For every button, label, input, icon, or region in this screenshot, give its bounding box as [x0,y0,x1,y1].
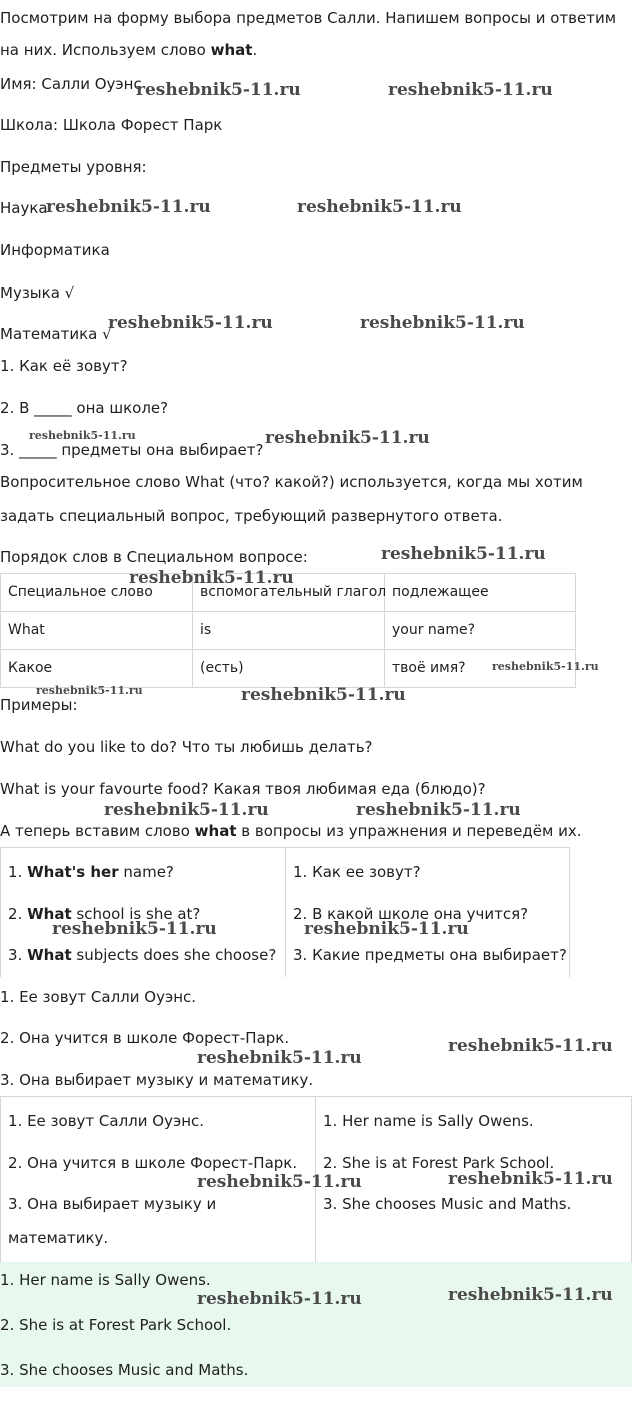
table-cell: Какое [8,660,53,676]
watermark: reshebnik5-11.ru [381,544,546,564]
watermark: reshebnik5-11.ru [304,919,469,939]
form-subject-music: Музыка √ [0,284,75,302]
answer-table-ru-1: 1. Ее зовут Салли Оуэнс. [8,1112,205,1130]
watermark: reshebnik5-11.ru [448,1169,613,1189]
watermark: reshebnik5-11.ru [197,1289,362,1309]
watermark: reshebnik5-11.ru [448,1036,613,1056]
watermark: reshebnik5-11.ru [29,429,136,442]
table-cell: твоё имя? [392,660,466,676]
form-subjects-heading: Предметы уровня: [0,158,147,176]
intro-line-1: Посмотрим на форму выбора предметов Салли. Напишем вопросы и ответим [0,9,617,27]
question-3: 3. _____ предметы она выбирает? [0,441,264,459]
intro-line-2: на них. Используем слово what. [0,41,258,59]
form-name: Имя: Салли Оуэнс [0,75,142,93]
watermark: reshebnik5-11.ru [492,660,599,673]
form-school: Школа: Школа Форест Парк [0,116,223,134]
table-cell: your name? [392,622,476,638]
question-2: 2. В _____ она школе? [0,399,169,417]
question-ru-3: 3. Какие предметы она выбирает? [293,946,567,964]
explanation-line-1: Вопросительное слово What (что? какой?) используется, когда мы хотим [0,473,583,491]
watermark: reshebnik5-11.ru [360,313,525,333]
instruction: А теперь вставим слово what в вопросы из упражнения и переведём их. [0,822,582,840]
answer-ru-2: 2. Она учится в школе Форест-Парк. [0,1029,290,1047]
watermark: reshebnik5-11.ru [297,197,462,217]
example-1: What do you like to do? Что ты любишь делать? [0,738,373,756]
question-1: 1. Как её зовут? [0,357,128,375]
watermark: reshebnik5-11.ru [197,1172,362,1192]
form-subject-maths: Математика √ [0,325,112,343]
watermark: reshebnik5-11.ru [136,80,301,100]
final-answer-1: 1. Her name is Sally Owens. [0,1271,211,1289]
form-subject-informatics: Информатика [0,241,110,259]
watermark: reshebnik5-11.ru [356,800,521,820]
answer-ru-3: 3. Она выбирает музыку и математику. [0,1071,314,1089]
watermark: reshebnik5-11.ru [108,313,273,333]
watermark: reshebnik5-11.ru [197,1048,362,1068]
explanation-line-2: задать специальный вопрос, требующий развернутого ответа. [0,507,503,525]
table-header-aux-verb: вспомогательный глагол [200,584,387,600]
answer-table-en-1: 1. Her name is Sally Owens. [323,1112,534,1130]
table-header-special-word: Специальное слово [8,584,153,600]
watermark: reshebnik5-11.ru [265,428,430,448]
table-cell: is [200,622,212,638]
answer-table-ru-2: 2. Она учится в школе Форест-Парк. [8,1154,298,1172]
answer-table-en-2: 2. She is at Forest Park School. [323,1154,555,1172]
question-en-1: 1. What's her name? [8,863,174,881]
question-ru-2: 2. В какой школе она учится? [293,905,529,923]
examples-heading: Примеры: [0,696,78,714]
answer-table-ru-3-cont: математику. [8,1229,109,1247]
table-cell: What [8,622,45,638]
answer-ru-1: 1. Ее зовут Салли Оуэнс. [0,988,197,1006]
final-answer-2: 2. She is at Forest Park School. [0,1316,232,1334]
word-order-heading: Порядок слов в Специальном вопросе: [0,548,308,566]
watermark: reshebnik5-11.ru [52,919,217,939]
form-subject-science: Наука [0,199,48,217]
answer-table-en-3: 3. She chooses Music and Maths. [323,1195,572,1213]
question-ru-1: 1. Как ее зовут? [293,863,421,881]
watermark: reshebnik5-11.ru [104,800,269,820]
answer-table-ru-3: 3. Она выбирает музыку и [8,1195,217,1213]
watermark: reshebnik5-11.ru [36,684,143,697]
question-en-2: 2. What school is she at? [8,905,201,923]
watermark: reshebnik5-11.ru [241,685,406,705]
watermark: reshebnik5-11.ru [388,80,553,100]
question-en-3: 3. What subjects does she choose? [8,946,277,964]
watermark: reshebnik5-11.ru [46,197,211,217]
watermark: reshebnik5-11.ru [448,1285,613,1305]
table-header-subject: подлежащее [392,584,489,600]
example-2: What is your favourte food? Какая твоя любимая еда (блюдо)? [0,780,486,798]
table-cell: (есть) [200,660,244,676]
watermark: reshebnik5-11.ru [129,568,294,588]
final-answer-3: 3. She chooses Music and Maths. [0,1361,249,1379]
